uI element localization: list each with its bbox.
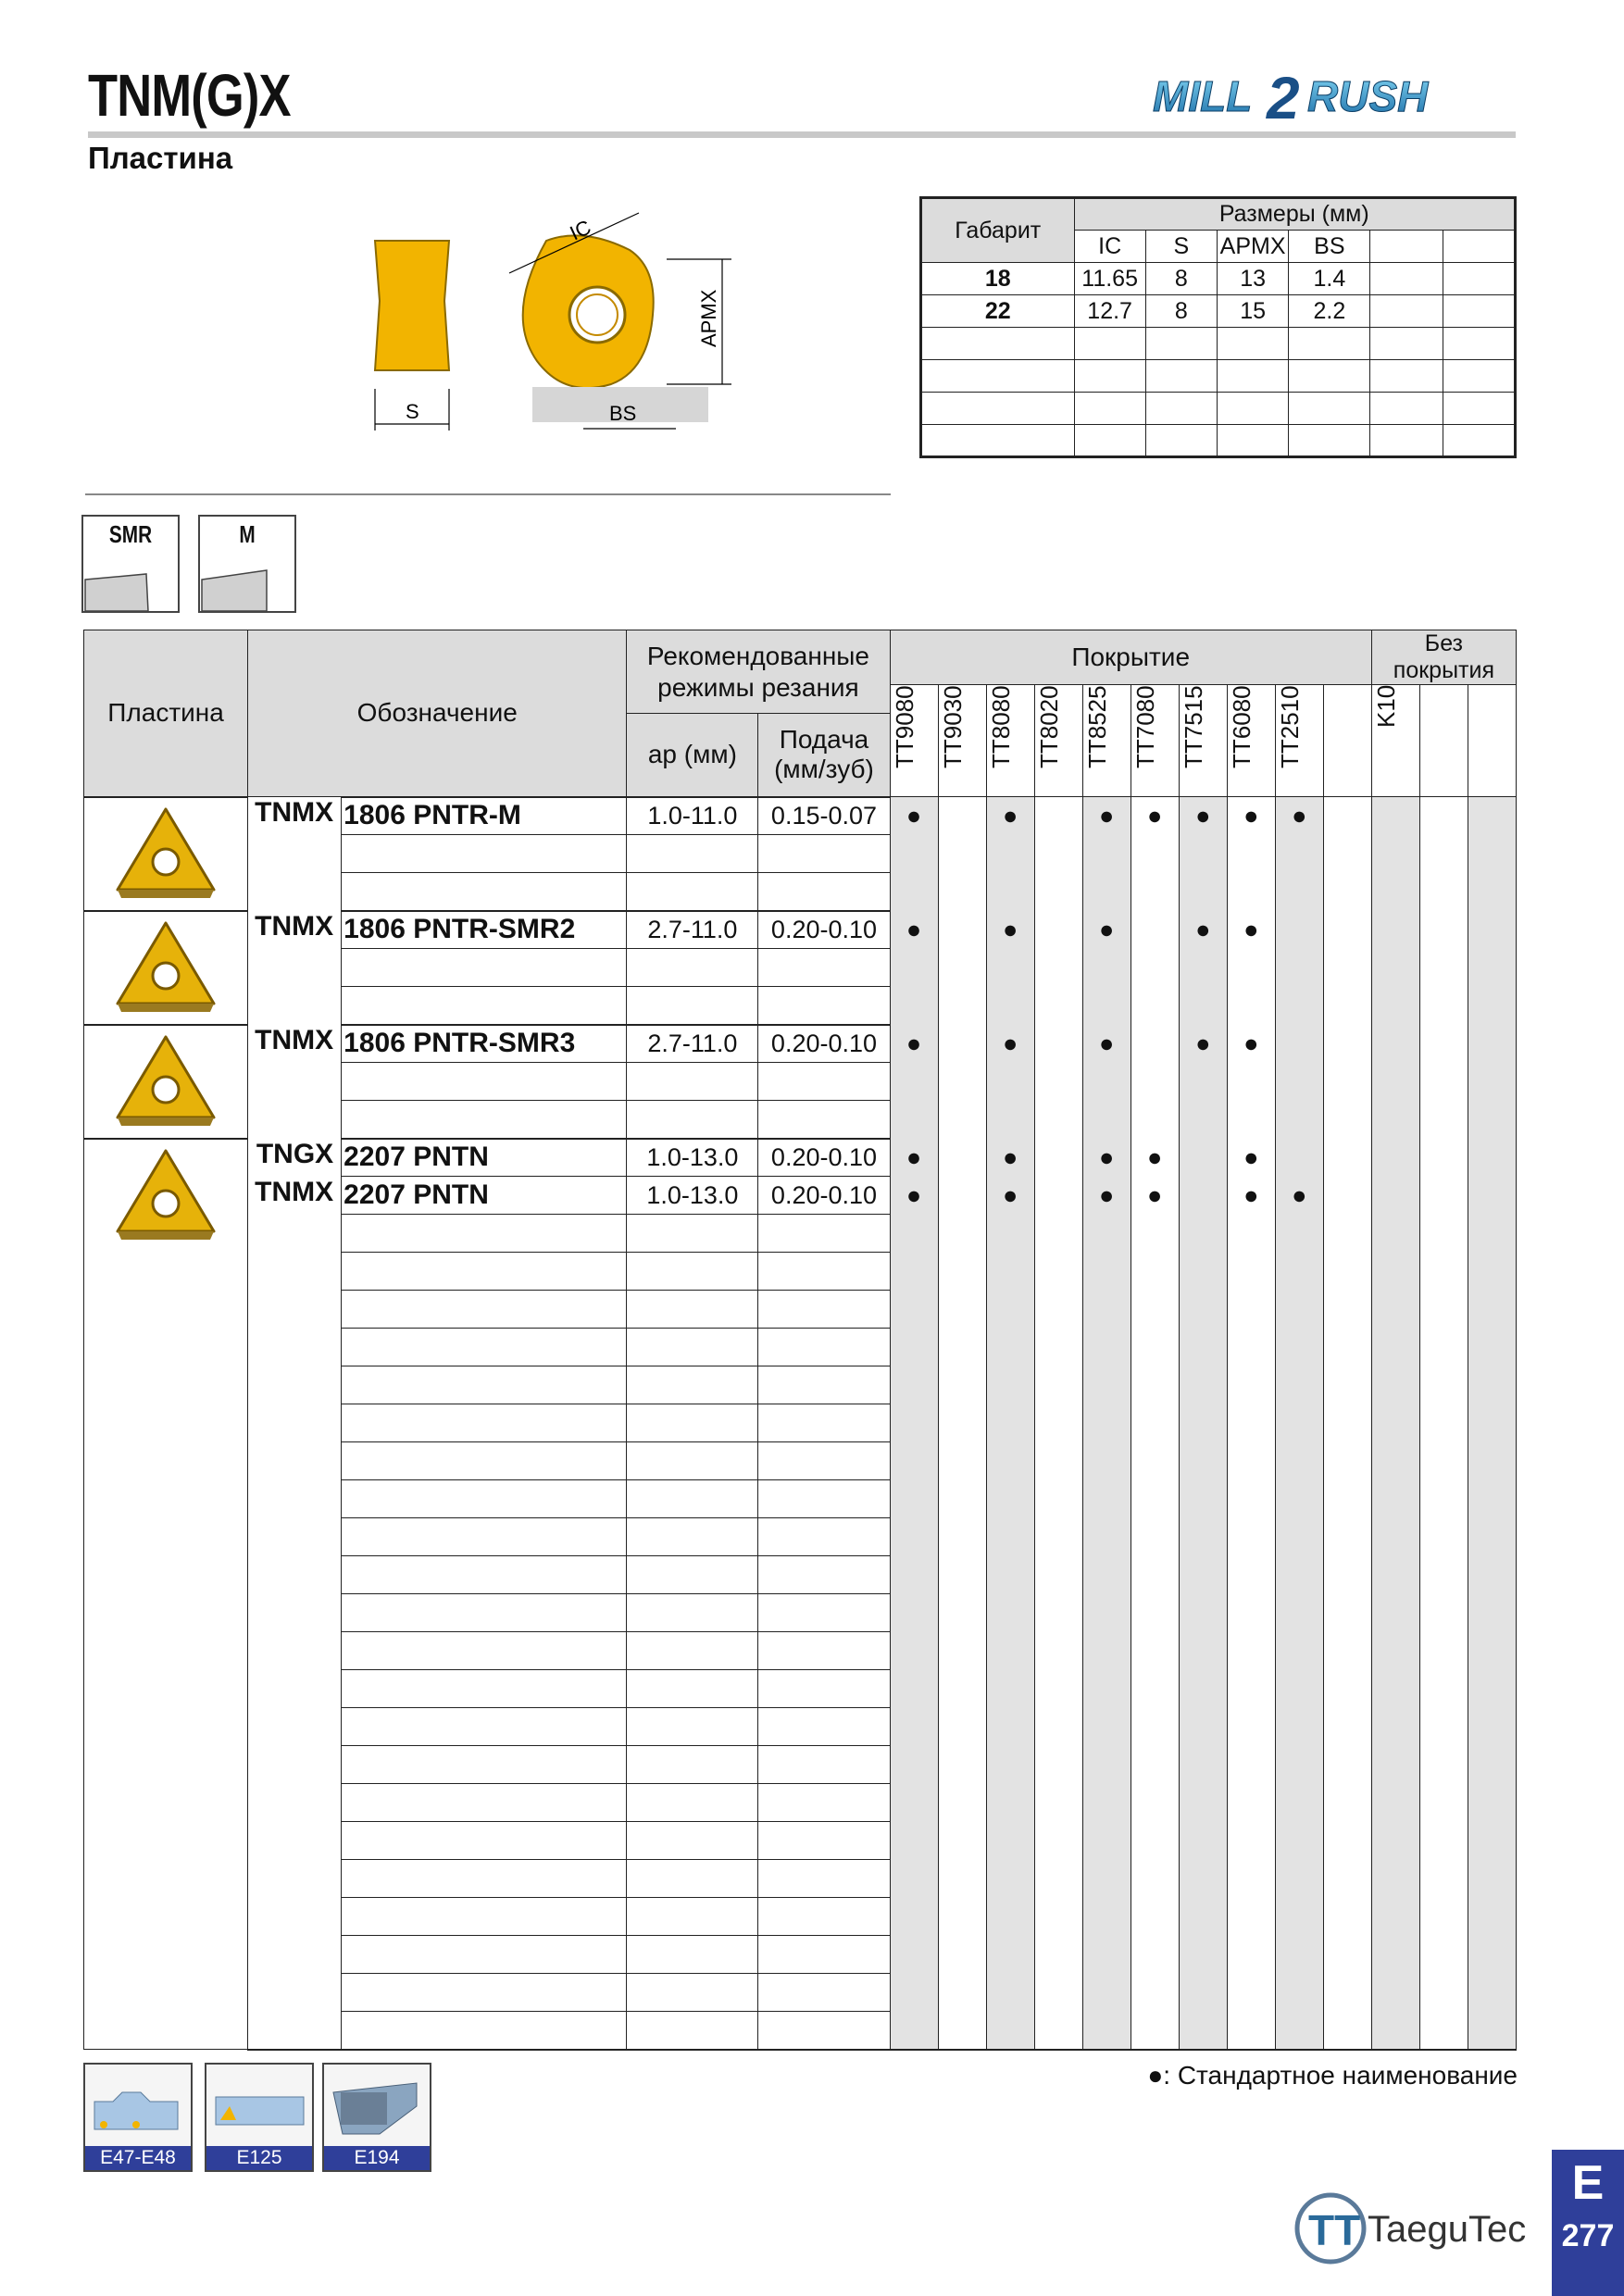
availability-dot: ● xyxy=(986,1139,1034,1177)
grade-header: TT9080 xyxy=(890,685,918,768)
badge-smr: SMR xyxy=(81,515,180,613)
dim-label-ic: IC xyxy=(566,215,595,245)
dims-col-ic: IC xyxy=(1074,231,1145,263)
dims-col-apmx: APMX xyxy=(1217,231,1288,263)
availability-dot: ● xyxy=(986,1025,1034,1063)
availability-dot: ● xyxy=(1082,1177,1131,1215)
designation-code: 1806 PNTR-SMR2 xyxy=(342,911,627,949)
section-tab xyxy=(1552,2150,1624,2296)
svg-text:TT: TT xyxy=(1308,2206,1361,2254)
designation-code: 2207 PNTN xyxy=(342,1177,627,1215)
availability-dot: ● xyxy=(1131,1177,1179,1215)
svg-text:MILL: MILL xyxy=(1153,72,1253,120)
title-underline xyxy=(88,131,1516,138)
availability-dot: ● xyxy=(986,911,1034,949)
availability-dot: ● xyxy=(1227,797,1275,835)
insert-image xyxy=(84,911,248,1025)
availability-dot: ● xyxy=(890,1139,938,1177)
availability-dot: ● xyxy=(1227,1139,1275,1177)
availability-dot: ● xyxy=(986,1177,1034,1215)
grade-header: TT8020 xyxy=(1034,685,1063,768)
page-subtitle: Пластина xyxy=(88,141,233,175)
insert-image xyxy=(84,1139,248,2050)
grade-header-k10: K10 xyxy=(1371,685,1400,729)
insert-image xyxy=(84,1025,248,1139)
availability-dot: ● xyxy=(890,1177,938,1215)
col-header-feed: Подача (мм/зуб) xyxy=(758,714,890,797)
grade-header: TT7080 xyxy=(1131,685,1159,768)
dims-row: 18 11.65 8 13 1.4 xyxy=(921,263,1516,295)
dim-label-apmx: APMX xyxy=(697,289,720,347)
grade-header: TT7515 xyxy=(1179,685,1207,768)
dims-col-s: S xyxy=(1145,231,1217,263)
page-title: TNM(G)X xyxy=(88,62,291,129)
availability-dot: ● xyxy=(1179,911,1227,949)
feed-range: 0.20-0.10 xyxy=(758,1139,890,1177)
designation-prefix: TNMX xyxy=(248,911,342,949)
ap-range: 1.0-11.0 xyxy=(627,797,758,835)
availability-dot: ● xyxy=(986,797,1034,835)
col-header-designation: Обозначение xyxy=(248,630,627,797)
feed-range: 0.20-0.10 xyxy=(758,911,890,949)
ap-range: 2.7-11.0 xyxy=(627,1025,758,1063)
availability-dot: ● xyxy=(1227,1177,1275,1215)
page-number: 277 xyxy=(1561,2218,1615,2253)
availability-dot: ● xyxy=(1131,1139,1179,1177)
designation-code: 2207 PNTN xyxy=(342,1139,627,1177)
dims-group-header: Размеры (мм) xyxy=(1074,198,1515,231)
ap-range: 1.0-13.0 xyxy=(627,1177,758,1215)
svg-text:TaeguTec: TaeguTec xyxy=(1368,2209,1527,2250)
availability-dot: ● xyxy=(1082,797,1131,835)
availability-dot: ● xyxy=(890,1025,938,1063)
dim-label-s: S xyxy=(406,400,419,423)
grade-header: TT8525 xyxy=(1082,685,1111,768)
designation-prefix: TNMX xyxy=(248,1025,342,1063)
availability-dot: ● xyxy=(1179,797,1227,835)
dims-size-header: Габарит xyxy=(921,198,1075,263)
availability-dot: ● xyxy=(1082,1025,1131,1063)
availability-dot: ● xyxy=(890,797,938,835)
feed-range: 0.20-0.10 xyxy=(758,1177,890,1215)
insert-image xyxy=(84,797,248,911)
availability-dot: ● xyxy=(1082,911,1131,949)
feed-range: 0.20-0.10 xyxy=(758,1025,890,1063)
inserts-table xyxy=(83,630,1517,2051)
col-header-ap: ap (мм) xyxy=(627,714,758,797)
feed-range: 0.15-0.07 xyxy=(758,797,890,835)
section-letter: E xyxy=(1571,2156,1605,2210)
availability-dot: ● xyxy=(1275,1177,1323,1215)
nav-link-e125[interactable]: E125 xyxy=(205,2063,314,2172)
grade-header: TT2510 xyxy=(1275,685,1304,768)
availability-dot: ● xyxy=(1082,1139,1131,1177)
grade-header: TT6080 xyxy=(1227,685,1255,768)
grade-header: TT9030 xyxy=(938,685,967,768)
designation-prefix: TNMX xyxy=(248,1177,342,1215)
availability-dot: ● xyxy=(1275,797,1323,835)
insert-diagram xyxy=(352,185,759,444)
nav-link-e47[interactable]: E47-E48 xyxy=(83,2063,193,2172)
col-header-coated: Покрытие xyxy=(890,630,1371,685)
brand-logo xyxy=(1148,67,1518,124)
designation-code: 1806 PNTR-SMR3 xyxy=(342,1025,627,1063)
dimensions-table xyxy=(919,196,1517,458)
availability-dot: ● xyxy=(1131,797,1179,835)
designation-code: 1806 PNTR-M xyxy=(342,797,627,835)
dims-col-bs: BS xyxy=(1289,231,1370,263)
availability-dot: ● xyxy=(1227,1025,1275,1063)
svg-text:2: 2 xyxy=(1267,67,1300,124)
nav-link-e194[interactable]: E194 xyxy=(322,2063,431,2172)
ap-range: 1.0-13.0 xyxy=(627,1139,758,1177)
availability-dot: ● xyxy=(1227,911,1275,949)
col-header-recommended: Рекомендованные режимы резания xyxy=(627,630,890,714)
section-divider xyxy=(85,493,891,495)
badge-m: M xyxy=(198,515,296,613)
designation-prefix: TNMX xyxy=(248,797,342,835)
dim-label-bs: BS xyxy=(609,402,637,425)
svg-text:RUSH: RUSH xyxy=(1307,72,1429,120)
availability-dot: ● xyxy=(1179,1025,1227,1063)
availability-dot: ● xyxy=(890,911,938,949)
designation-prefix: TNGX xyxy=(248,1139,342,1177)
col-header-insert: Пластина xyxy=(84,630,248,797)
ap-range: 2.7-11.0 xyxy=(627,911,758,949)
grade-header: TT8080 xyxy=(986,685,1015,768)
taegutec-logo xyxy=(1292,2190,1528,2268)
legend-note: ●: Стандартное наименование xyxy=(1147,2061,1518,2090)
dims-row: 22 12.7 8 15 2.2 xyxy=(921,295,1516,328)
col-header-uncoated: Без покрытия xyxy=(1371,630,1516,685)
